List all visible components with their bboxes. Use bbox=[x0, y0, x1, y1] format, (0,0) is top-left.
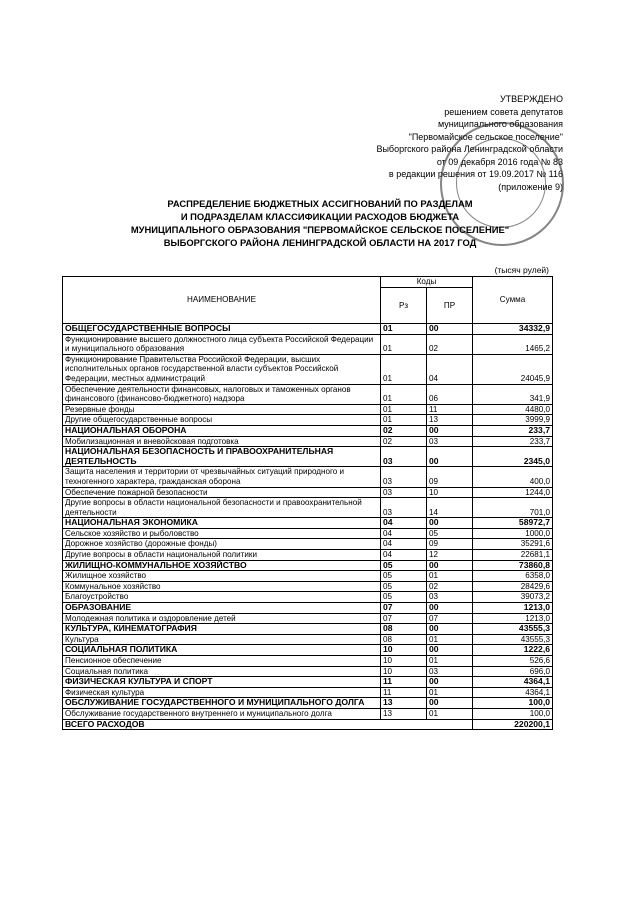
row-name: Сельское хозяйство и рыболовство bbox=[63, 528, 381, 539]
row-rz: 04 bbox=[381, 539, 427, 550]
total-sum: 220200,1 bbox=[473, 719, 553, 730]
row-rz: 02 bbox=[381, 425, 427, 436]
row-name: Физическая культура bbox=[63, 687, 381, 698]
table-row bbox=[63, 528, 553, 539]
row-pr: 01 bbox=[427, 687, 473, 698]
row-sum: 43555,3 bbox=[473, 634, 553, 645]
table-row bbox=[63, 467, 553, 487]
document-title bbox=[60, 197, 580, 249]
row-name: Другие вопросы в области национальной безопасности и правоохранительной деятельности bbox=[63, 498, 381, 518]
approval-line: от 09 декабря 2016 года № 83 bbox=[436, 156, 563, 167]
row-sum: 35291,6 bbox=[473, 539, 553, 550]
row-rz: 07 bbox=[381, 613, 427, 624]
row-name: ОБРАЗОВАНИЕ bbox=[63, 603, 381, 614]
title-line: ВЫБОРГСКОГО РАЙОНА ЛЕНИНГРАДСКОЙ ОБЛАСТИ НА 2017 ГОД bbox=[163, 237, 477, 248]
row-pr: 02 bbox=[427, 334, 473, 354]
section-row bbox=[63, 425, 553, 436]
row-pr: 03 bbox=[427, 666, 473, 677]
approval-line: "Первомайское сельское поселение" bbox=[408, 131, 563, 142]
row-rz: 03 bbox=[381, 498, 427, 518]
row-rz: 03 bbox=[381, 447, 427, 467]
row-name: Жилищное хозяйство bbox=[63, 571, 381, 582]
row-rz: 02 bbox=[381, 436, 427, 447]
approval-line: решением совета депутатов bbox=[444, 106, 563, 117]
table-row bbox=[63, 539, 553, 550]
row-sum: 34332,9 bbox=[473, 324, 553, 335]
row-pr: 00 bbox=[427, 645, 473, 656]
row-name: КУЛЬТУРА, КИНЕМАТОГРАФИЯ bbox=[63, 624, 381, 635]
row-rz: 05 bbox=[381, 592, 427, 603]
table-row bbox=[63, 436, 553, 447]
budget-table-body bbox=[63, 324, 553, 730]
table-row bbox=[63, 666, 553, 677]
section-row bbox=[63, 447, 553, 467]
row-rz: 11 bbox=[381, 687, 427, 698]
section-row bbox=[63, 324, 553, 335]
row-rz: 04 bbox=[381, 550, 427, 561]
title-line: РАСПРЕДЕЛЕНИЕ БЮДЖЕТНЫХ АССИГНОВАНИЙ ПО РАЗДЕЛАМ bbox=[167, 198, 473, 209]
row-rz: 10 bbox=[381, 666, 427, 677]
table-row bbox=[63, 384, 553, 404]
row-pr: 03 bbox=[427, 592, 473, 603]
row-sum: 3999,9 bbox=[473, 415, 553, 426]
row-name: ОБЩЕГОСУДАРСТВЕННЫЕ ВОПРОСЫ bbox=[63, 324, 381, 335]
section-row bbox=[63, 698, 553, 709]
row-name: Обеспечение деятельности финансовых, налоговых и таможенных органов финансового (финансово-бюджетного) надзора bbox=[63, 384, 381, 404]
row-name: Социальная политика bbox=[63, 666, 381, 677]
row-rz: 05 bbox=[381, 581, 427, 592]
row-name: Обслуживание государственного внутреннего и муниципального долга bbox=[63, 708, 381, 719]
row-name: Благоустройство bbox=[63, 592, 381, 603]
row-name: Функционирование высшего должностного лица субъекта Российской Федерации и муниципального образования bbox=[63, 334, 381, 354]
row-pr: 09 bbox=[427, 467, 473, 487]
row-sum: 28429,6 bbox=[473, 581, 553, 592]
row-pr: 12 bbox=[427, 550, 473, 561]
row-rz: 03 bbox=[381, 487, 427, 498]
row-rz: 01 bbox=[381, 404, 427, 415]
row-pr: 05 bbox=[427, 528, 473, 539]
row-sum: 4364,1 bbox=[473, 687, 553, 698]
row-pr: 00 bbox=[427, 447, 473, 467]
table-row bbox=[63, 581, 553, 592]
row-pr: 02 bbox=[427, 581, 473, 592]
row-rz: 10 bbox=[381, 645, 427, 656]
total-label: ВСЕГО РАСХОДОВ bbox=[63, 719, 473, 730]
row-sum: 696,0 bbox=[473, 666, 553, 677]
row-sum: 1213,0 bbox=[473, 613, 553, 624]
row-name: Коммунальное хозяйство bbox=[63, 581, 381, 592]
table-row bbox=[63, 334, 553, 354]
row-name: ЖИЛИЩНО-КОММУНАЛЬНОЕ ХОЗЯЙСТВО bbox=[63, 560, 381, 571]
row-sum: 1000,0 bbox=[473, 528, 553, 539]
row-rz: 08 bbox=[381, 634, 427, 645]
total-row bbox=[63, 719, 553, 730]
table-row bbox=[63, 415, 553, 426]
row-sum: 73860,8 bbox=[473, 560, 553, 571]
row-sum: 24045,9 bbox=[473, 354, 553, 384]
row-name: НАЦИОНАЛЬНАЯ ОБОРОНА bbox=[63, 425, 381, 436]
row-pr: 00 bbox=[427, 698, 473, 709]
table-row bbox=[63, 571, 553, 582]
table-row bbox=[63, 404, 553, 415]
row-rz: 01 bbox=[381, 415, 427, 426]
budget-table bbox=[62, 276, 553, 730]
row-pr: 00 bbox=[427, 560, 473, 571]
approval-line: (приложение 9) bbox=[498, 181, 563, 192]
row-sum: 4364,1 bbox=[473, 677, 553, 688]
header-rz: Рз bbox=[381, 288, 427, 324]
row-pr: 03 bbox=[427, 436, 473, 447]
row-sum: 43555,3 bbox=[473, 624, 553, 635]
row-rz: 05 bbox=[381, 560, 427, 571]
row-name: НАЦИОНАЛЬНАЯ БЕЗОПАСНОСТЬ И ПРАВООХРАНИТЕЛЬНАЯ ДЕЯТЕЛЬНОСТЬ bbox=[63, 447, 381, 467]
row-name: Функционирование Правительства Российской Федерации, высших исполнительных органов государственной власти субъектов Российской Федерации, местных администраций bbox=[63, 354, 381, 384]
row-name: Культура bbox=[63, 634, 381, 645]
title-line: МУНИЦИПАЛЬНОГО ОБРАЗОВАНИЯ "ПЕРВОМАЙСКОЕ СЕЛЬСКОЕ ПОСЕЛЕНИЕ" bbox=[130, 224, 510, 235]
row-sum: 701,0 bbox=[473, 498, 553, 518]
row-rz: 13 bbox=[381, 698, 427, 709]
section-row bbox=[63, 624, 553, 635]
row-rz: 10 bbox=[381, 656, 427, 667]
row-name: Другие общегосударственные вопросы bbox=[63, 415, 381, 426]
row-pr: 09 bbox=[427, 539, 473, 550]
row-pr: 00 bbox=[427, 677, 473, 688]
row-sum: 400,0 bbox=[473, 467, 553, 487]
table-row bbox=[63, 634, 553, 645]
row-pr: 00 bbox=[427, 425, 473, 436]
approval-line: в редакции решения от 19.09.2017 № 116 bbox=[388, 169, 563, 179]
section-row bbox=[63, 518, 553, 529]
row-name: ОБСЛУЖИВАНИЕ ГОСУДАРСТВЕННОГО И МУНИЦИПАЛЬНОГО ДОЛГА bbox=[63, 698, 381, 709]
table-row bbox=[63, 550, 553, 561]
row-rz: 07 bbox=[381, 603, 427, 614]
header-sum: Сумма bbox=[473, 277, 553, 324]
row-sum: 100,0 bbox=[473, 698, 553, 709]
row-sum: 4480,0 bbox=[473, 404, 553, 415]
table-row bbox=[63, 613, 553, 624]
row-name: Пенсионное обеспечение bbox=[63, 656, 381, 667]
row-pr: 01 bbox=[427, 571, 473, 582]
approval-line: Выборгского района Ленинградской области bbox=[376, 144, 563, 154]
row-name: Молодежная политика и оздоровление детей bbox=[63, 613, 381, 624]
row-rz: 01 bbox=[381, 334, 427, 354]
row-sum: 100,0 bbox=[473, 708, 553, 719]
row-rz: 01 bbox=[381, 324, 427, 335]
row-rz: 03 bbox=[381, 467, 427, 487]
table-row bbox=[63, 498, 553, 518]
row-name: Дорожное хозяйство (дорожные фонды) bbox=[63, 539, 381, 550]
row-name: ФИЗИЧЕСКАЯ КУЛЬТУРА И СПОРТ bbox=[63, 677, 381, 688]
row-sum: 526,6 bbox=[473, 656, 553, 667]
row-sum: 2345,0 bbox=[473, 447, 553, 467]
row-name: НАЦИОНАЛЬНАЯ ЭКОНОМИКА bbox=[63, 518, 381, 529]
row-sum: 58972,7 bbox=[473, 518, 553, 529]
row-name: Резервные фонды bbox=[63, 404, 381, 415]
row-pr: 01 bbox=[427, 656, 473, 667]
row-name: Обеспечение пожарной безопасности bbox=[63, 487, 381, 498]
row-name: СОЦИАЛЬНАЯ ПОЛИТИКА bbox=[63, 645, 381, 656]
row-sum: 22681,1 bbox=[473, 550, 553, 561]
table-row bbox=[63, 487, 553, 498]
row-rz: 08 bbox=[381, 624, 427, 635]
row-pr: 00 bbox=[427, 624, 473, 635]
approval-line: муниципального образования bbox=[437, 119, 563, 129]
row-pr: 00 bbox=[427, 518, 473, 529]
table-row bbox=[63, 687, 553, 698]
row-pr: 11 bbox=[427, 404, 473, 415]
row-sum: 341,9 bbox=[473, 384, 553, 404]
row-pr: 00 bbox=[427, 324, 473, 335]
row-pr: 14 bbox=[427, 498, 473, 518]
section-row bbox=[63, 603, 553, 614]
table-row bbox=[63, 354, 553, 384]
row-rz: 01 bbox=[381, 384, 427, 404]
section-row bbox=[63, 645, 553, 656]
table-row bbox=[63, 708, 553, 719]
row-pr: 01 bbox=[427, 634, 473, 645]
row-rz: 04 bbox=[381, 518, 427, 529]
row-name: Защита населения и территории от чрезвычайных ситуаций природного и техногенного характера, гражданская оборона bbox=[63, 467, 381, 487]
row-pr: 01 bbox=[427, 708, 473, 719]
row-pr: 06 bbox=[427, 384, 473, 404]
row-name: Другие вопросы в области национальной политики bbox=[63, 550, 381, 561]
table-row bbox=[63, 592, 553, 603]
title-line: И ПОДРАЗДЕЛАМ КЛАССИФИКАЦИИ РАСХОДОВ БЮДЖЕТА bbox=[180, 211, 460, 222]
header-pr: ПР bbox=[427, 288, 473, 324]
row-sum: 1244,0 bbox=[473, 487, 553, 498]
row-name: Мобилизационная и вневойсковая подготовка bbox=[63, 436, 381, 447]
units-note: (тысяч рулей) bbox=[494, 265, 549, 275]
header-name: НАИМЕНОВАНИЕ bbox=[63, 277, 381, 324]
row-pr: 07 bbox=[427, 613, 473, 624]
row-rz: 13 bbox=[381, 708, 427, 719]
row-sum: 39073,2 bbox=[473, 592, 553, 603]
row-sum: 1213,0 bbox=[473, 603, 553, 614]
row-rz: 05 bbox=[381, 571, 427, 582]
section-row bbox=[63, 560, 553, 571]
row-sum: 1222,6 bbox=[473, 645, 553, 656]
row-pr: 04 bbox=[427, 354, 473, 384]
header-codes: Коды bbox=[381, 277, 473, 288]
approval-line: УТВЕРЖДЕНО bbox=[499, 94, 563, 104]
table-row bbox=[63, 656, 553, 667]
row-pr: 10 bbox=[427, 487, 473, 498]
row-rz: 11 bbox=[381, 677, 427, 688]
row-sum: 233,7 bbox=[473, 425, 553, 436]
row-sum: 233,7 bbox=[473, 436, 553, 447]
section-row bbox=[63, 677, 553, 688]
row-pr: 00 bbox=[427, 603, 473, 614]
row-pr: 13 bbox=[427, 415, 473, 426]
row-rz: 04 bbox=[381, 528, 427, 539]
row-sum: 1465,2 bbox=[473, 334, 553, 354]
row-rz: 01 bbox=[381, 354, 427, 384]
row-sum: 6358,0 bbox=[473, 571, 553, 582]
